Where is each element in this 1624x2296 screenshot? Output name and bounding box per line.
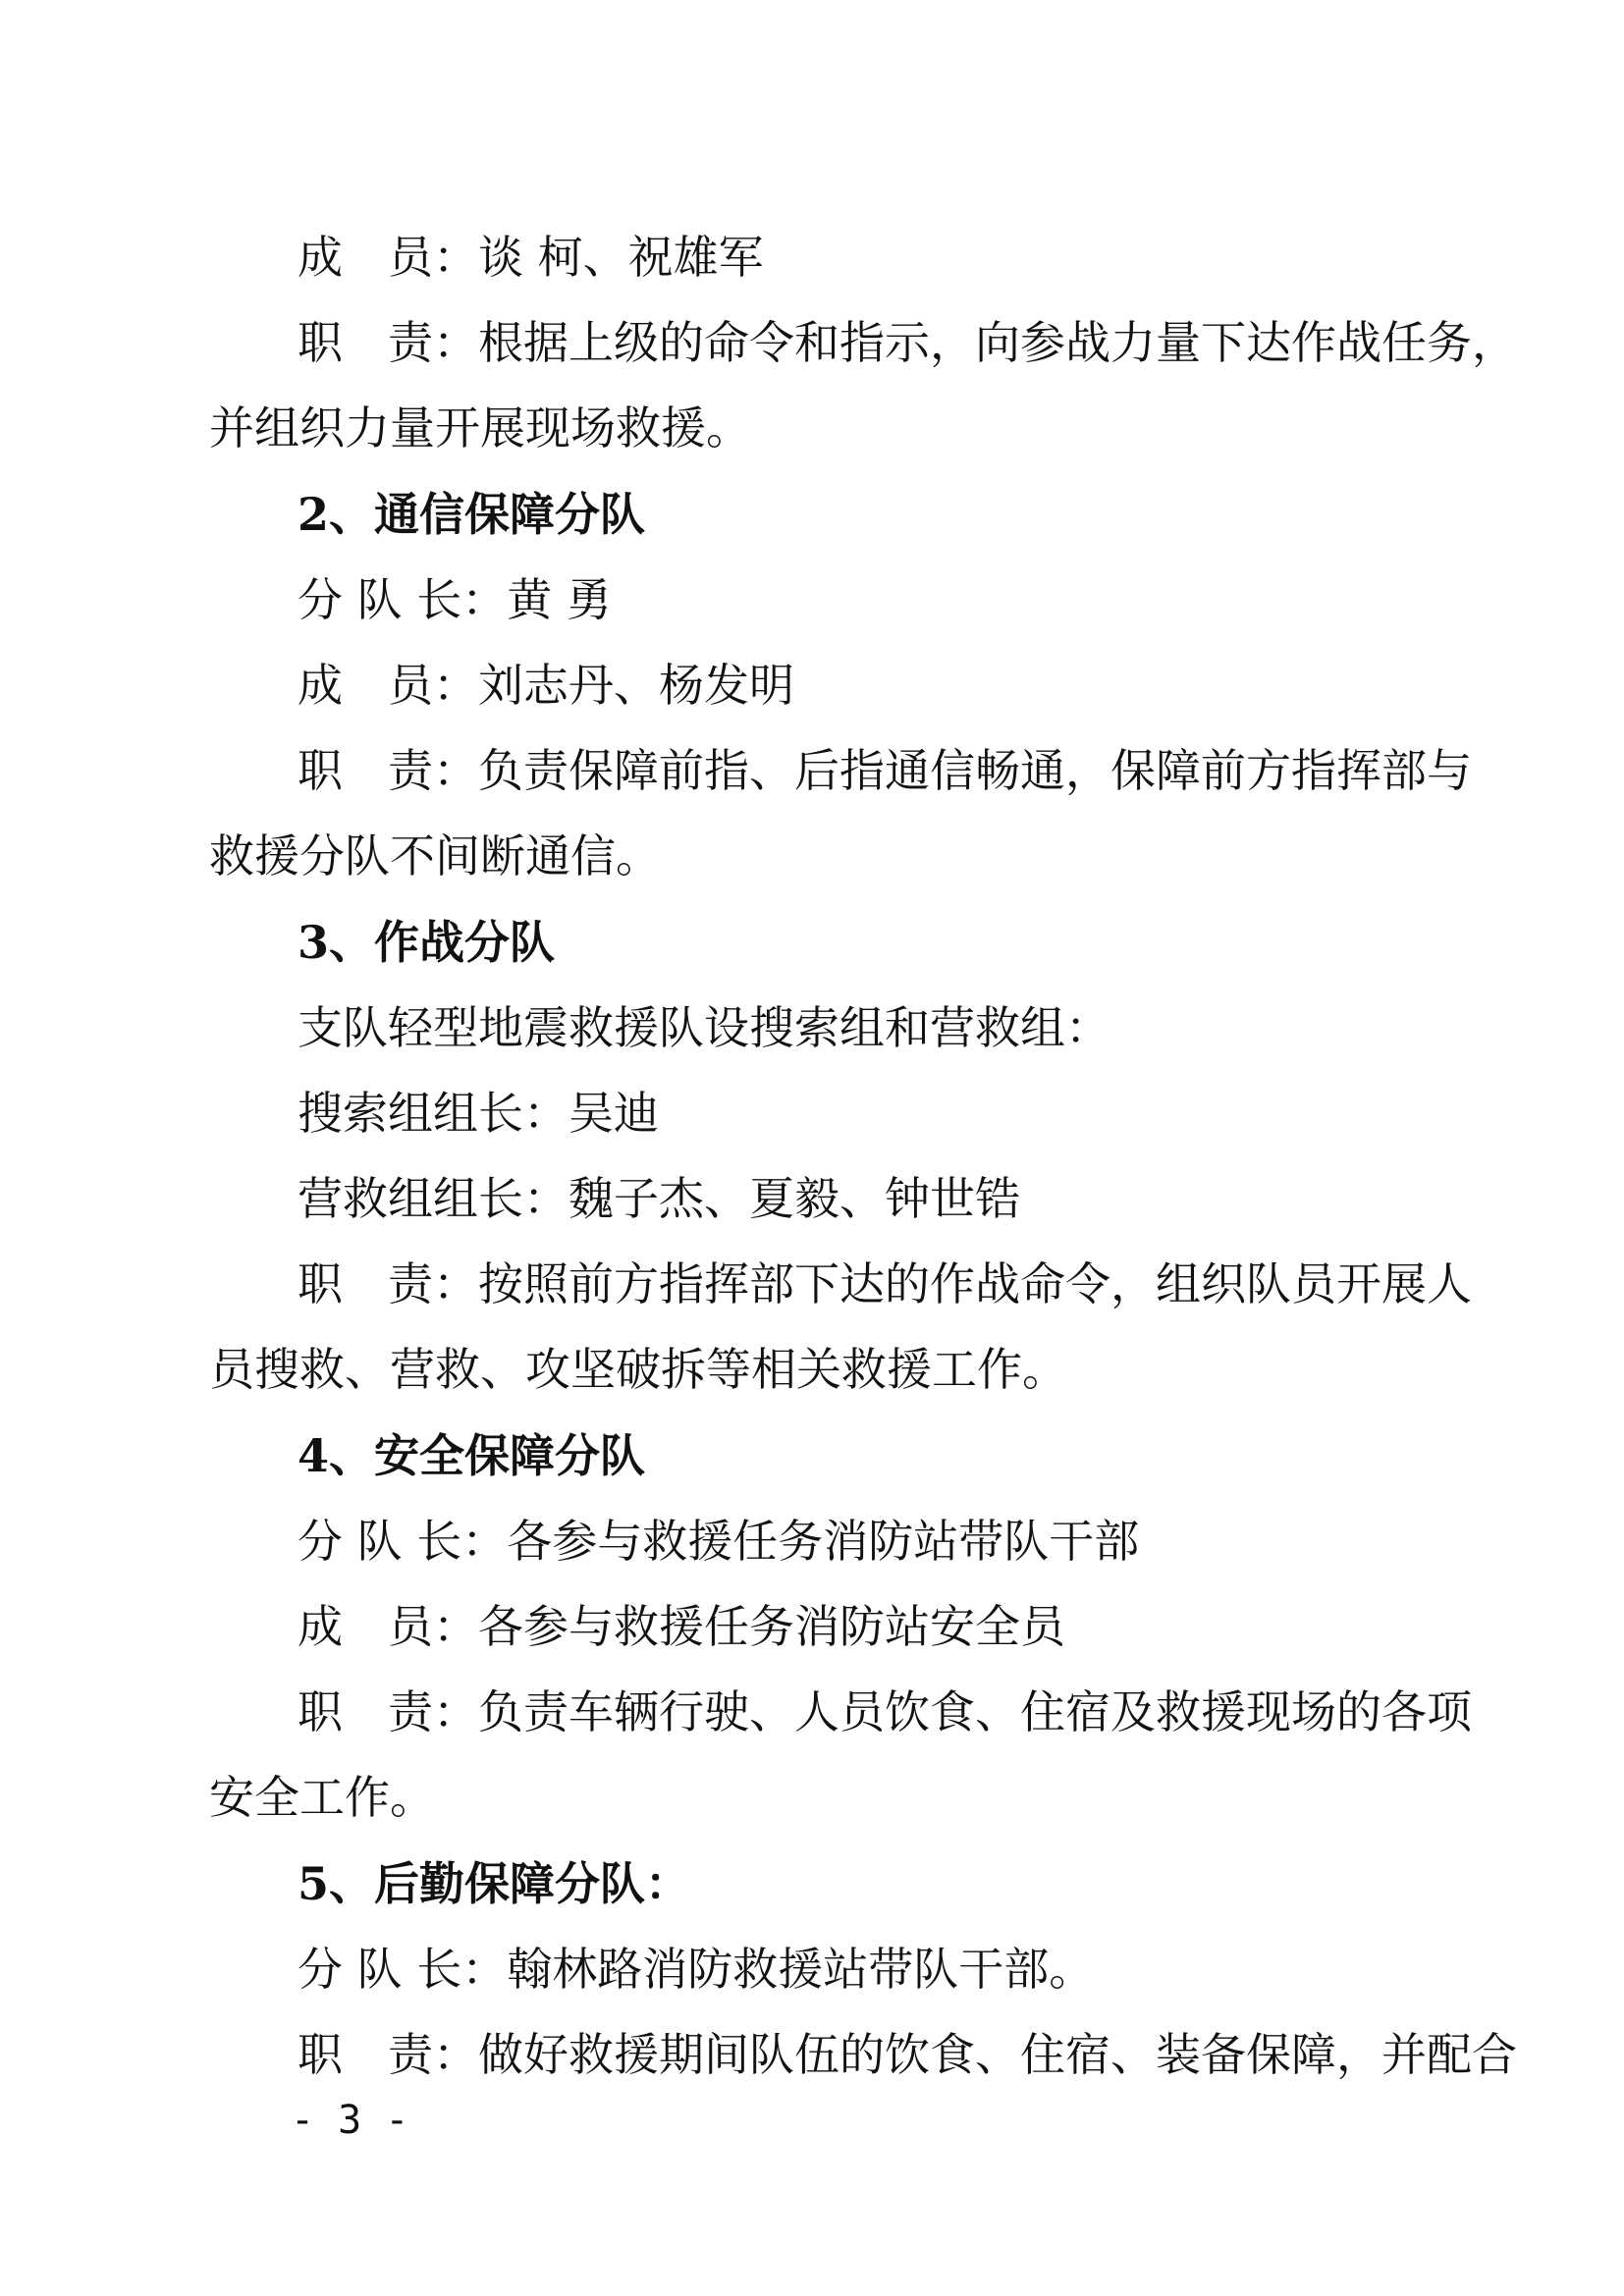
section-heading-combat: 3、作战分队 <box>298 916 556 969</box>
section-heading-communications: 2、通信保障分队 <box>298 488 646 541</box>
duty-line-logistics: 职 责：做好救援期间队伍的饮食、住宿、装备保障，并配合 <box>298 2028 1517 2081</box>
search-group-leader-line: 搜索组组长：吴迪 <box>298 1087 659 1140</box>
leader-line-safety: 分 队 长：各参与救援任务消防站带队干部 <box>298 1515 1140 1568</box>
duty-line-command: 职 责：根据上级的命令和指示，向参战力量下达作战任务， <box>298 316 1517 369</box>
duty-line-communications: 职 责：负责保障前指、后指通信畅通，保障前方指挥部与 <box>298 744 1472 797</box>
duty-line-combat: 职 责：按照前方指挥部下达的作战命令，组织队员开展人 <box>298 1257 1472 1310</box>
duty-line-safety-cont: 安全工作。 <box>209 1771 435 1824</box>
section-heading-safety: 4、安全保障分队 <box>298 1429 646 1482</box>
leader-line-logistics: 分 队 长：翰林路消防救援站带队干部。 <box>298 1943 1095 1996</box>
duty-line-safety: 职 责：负责车辆行驶、人员饮食、住宿及救援现场的各项 <box>298 1685 1472 1738</box>
duty-line-command-cont: 并组织力量开展现场救援。 <box>209 401 751 454</box>
combat-intro-line: 支队轻型地震救援队设搜索组和营救组： <box>298 1001 1110 1054</box>
member-line-safety: 成 员：各参与救援任务消防站安全员 <box>298 1600 1065 1653</box>
page-number: - 3 - <box>291 2098 409 2143</box>
duty-line-communications-cont: 救援分队不间断通信。 <box>209 829 661 882</box>
member-line-command: 成 员：谈 柯、祝雄军 <box>298 231 764 284</box>
leader-line-communications: 分 队 长：黄 勇 <box>298 573 612 626</box>
section-heading-logistics: 5、后勤保障分队： <box>298 1857 691 1910</box>
rescue-group-leader-line: 营救组组长：魏子杰、夏毅、钟世锆 <box>298 1172 1020 1225</box>
member-line-communications: 成 员：刘志丹、杨发明 <box>298 659 794 712</box>
duty-line-combat-cont: 员搜救、营救、攻坚破拆等相关救援工作。 <box>209 1343 1067 1396</box>
